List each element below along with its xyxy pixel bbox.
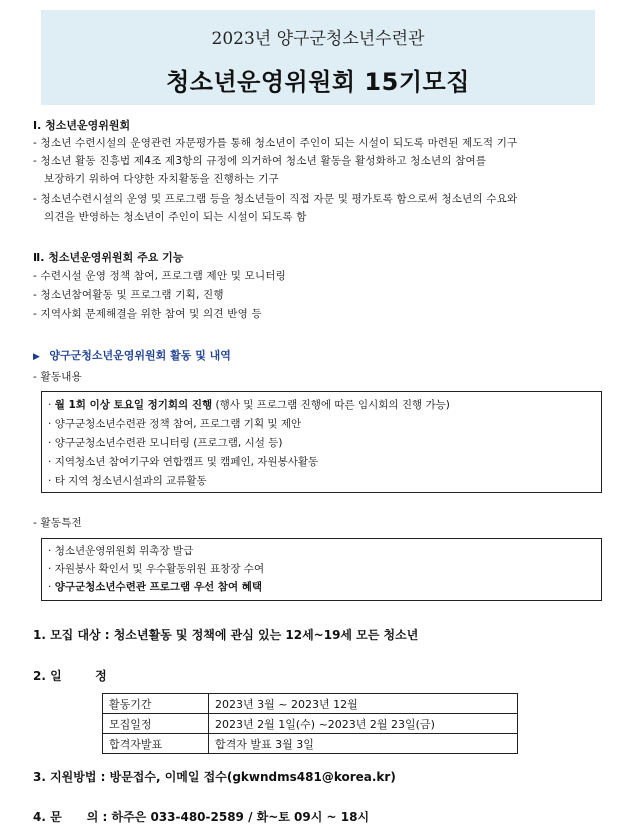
schedule-table <box>102 693 518 754</box>
activity-item: · 지역청소년 참여기구와 연합캠프 및 캠페인, 자원봉사활동 <box>48 456 319 468</box>
recruit-method: 3. 지원방법 : 방문접수, 이메일 접수(gkwndms481@korea.kr) <box>33 770 396 784</box>
activity-item: · 양구군청소년수련관 모니터링 (프로그램, 시설 등) <box>48 437 283 449</box>
triangle-right-icon: ▶ <box>33 352 40 362</box>
section2-title: Ⅱ. 청소년운영위원회 주요 기능 <box>33 251 184 264</box>
section1-line: - 청소년 활동 진흥법 제4조 제3항의 규정에 의거하여 청소년 활동을 활성화하고 청소년의 참여를 <box>33 155 487 167</box>
activity-content-label: - 활동내용 <box>33 371 82 383</box>
section1-line: - 청소년 수련시설의 운영관련 자문평가를 통해 청소년이 주인이 되는 시설이 되도록 마련된 제도적 기구 <box>33 137 518 149</box>
section1-line: 보장하기 위하여 다양한 자치활동을 진행하는 기구 <box>44 173 279 185</box>
schedule-label: 활동기간 <box>103 694 209 714</box>
activities-heading <box>33 347 231 363</box>
activity-item: · 월 1회 이상 토요일 정기회의 진행 (행사 및 프로그램 진행에 따른 임시회의 진행 가능) <box>48 399 450 411</box>
activity-benefits-box <box>41 538 602 601</box>
header-banner <box>41 10 595 105</box>
activity-item: · 타 지역 청소년시설과의 교류활동 <box>48 475 207 487</box>
table-row <box>103 734 518 754</box>
section2-line: - 지역사회 문제해결을 위한 참여 및 의견 반영 등 <box>33 308 262 320</box>
recruit-target: 1. 모집 대상 : 청소년활동 및 정책에 관심 있는 12세~19세 모든 청소년 <box>33 628 419 642</box>
section1-title: Ⅰ. 청소년운영위원회 <box>33 119 131 132</box>
benefit-item: · 자원봉사 확인서 및 우수활동위원 표창장 수여 <box>48 563 265 575</box>
header-subtitle: 2023년 양구군청소년수련관 <box>211 29 425 49</box>
section1-line: - 청소년수련시설의 운영 및 프로그램 등을 청소년들이 직접 자문 및 평가토록 함으로써 청소년의 수요와 <box>33 193 518 205</box>
schedule-value: 2023년 2월 1일(수) ~2023년 2월 23일(금) <box>209 714 518 734</box>
table-row <box>103 694 518 714</box>
activity-item: · 양구군청소년수련관 정책 참여, 프로그램 기획 및 제안 <box>48 418 302 430</box>
schedule-label: 모집일정 <box>103 714 209 734</box>
activity-benefits-label: - 활동특전 <box>33 517 82 529</box>
schedule-value: 합격자 발표 3월 3일 <box>209 734 518 754</box>
section1-line: 의견을 반영하는 청소년이 주인이 되는 시설이 되도록 함 <box>44 211 307 223</box>
section2-line: - 청소년참여활동 및 프로그램 기획, 진행 <box>33 289 224 301</box>
recruit-contact: 4. 문 의 : 하주은 033-480-2589 / 화~토 09시 ~ 18시 <box>33 810 370 824</box>
schedule-label: 합격자발표 <box>103 734 209 754</box>
benefit-item: · 양구군청소년수련관 프로그램 우선 참여 혜택 <box>48 581 263 593</box>
table-row <box>103 714 518 734</box>
schedule-value: 2023년 3월 ~ 2023년 12월 <box>209 694 518 714</box>
benefit-item: · 청소년운영위원회 위촉장 발급 <box>48 545 194 557</box>
section2-line: - 수련시설 운영 정책 참여, 프로그램 제안 및 모니터링 <box>33 270 287 282</box>
header-title: 청소년운영위원회 15기모집 <box>166 68 470 96</box>
recruit-schedule-title: 2. 일 정 <box>33 669 107 683</box>
activities-title: 양구군청소년운영위원회 활동 및 내역 <box>49 349 231 362</box>
activity-content-box <box>41 391 602 493</box>
